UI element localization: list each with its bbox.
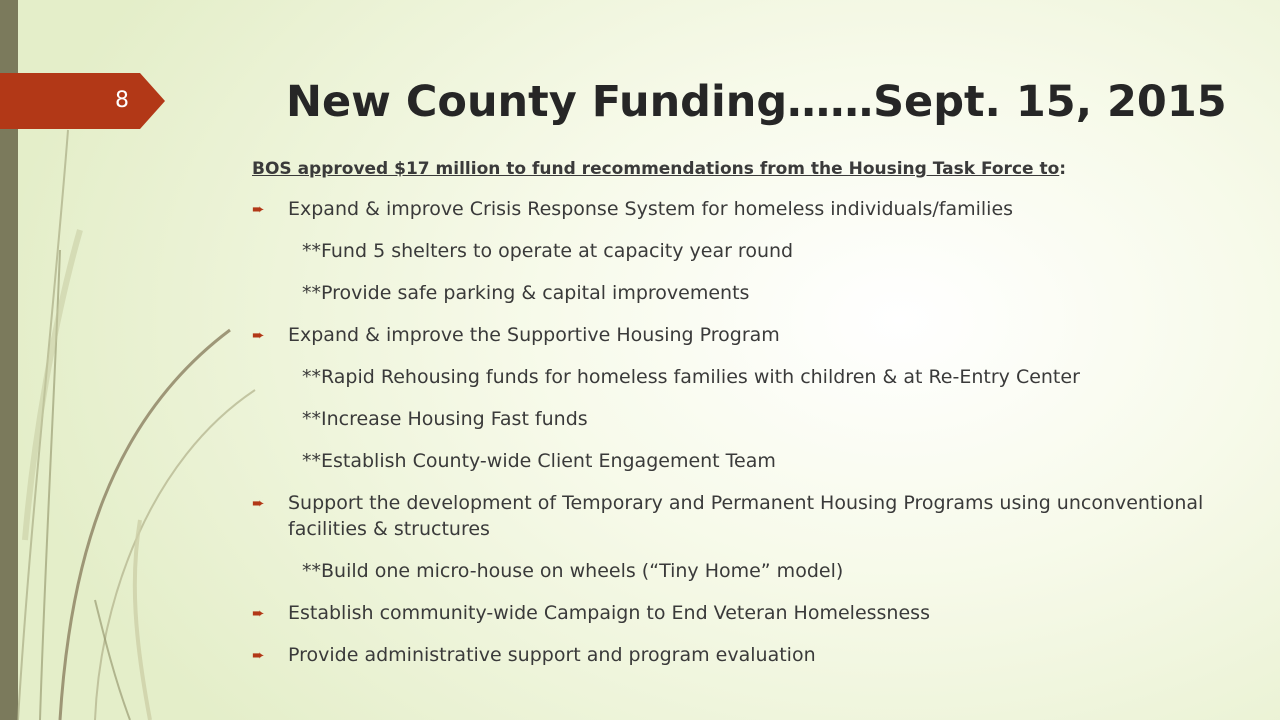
slide-number: 8 bbox=[115, 88, 129, 113]
sub-item: **Increase Housing Fast funds bbox=[302, 408, 588, 430]
bullet-item bbox=[252, 196, 1262, 222]
sub-item: **Provide safe parking & capital improvements bbox=[302, 282, 750, 304]
bullet-text: Expand & improve the Supportive Housing Program bbox=[288, 324, 780, 346]
arrow-bullet-icon: ➨ bbox=[252, 646, 265, 664]
intro-underlined-text: BOS approved $17 million to fund recommendations from the Housing Task Force to bbox=[252, 159, 1060, 179]
bullet-text: Expand & improve Crisis Response System for homeless individuals/families bbox=[288, 198, 1014, 220]
bullet-item bbox=[252, 490, 1262, 542]
sub-item: **Fund 5 shelters to operate at capacity year round bbox=[302, 240, 794, 262]
arrow-bullet-icon: ➨ bbox=[252, 326, 265, 344]
funding-list bbox=[252, 196, 1262, 668]
bullet-item bbox=[252, 642, 1262, 668]
bullet-text: Support the development of Temporary and Permanent Housing Programs using unconventional facilities & structures bbox=[288, 492, 1204, 540]
arrow-bullet-icon: ➨ bbox=[252, 494, 265, 512]
slide-number-tab bbox=[0, 73, 165, 129]
slide-content bbox=[252, 156, 1262, 684]
arrow-bullet-icon: ➨ bbox=[252, 200, 265, 218]
sub-item: **Rapid Rehousing funds for homeless families with children & at Re-Entry Center bbox=[302, 366, 1080, 388]
slide-title: New County Funding……Sept. 15, 2015 bbox=[286, 77, 1227, 127]
bullet-text: Provide administrative support and program evaluation bbox=[288, 644, 816, 666]
sub-item: **Build one micro-house on wheels (“Tiny Home” model) bbox=[302, 560, 844, 582]
intro-suffix: : bbox=[1059, 159, 1067, 179]
bullet-text: Establish community-wide Campaign to End Veteran Homelessness bbox=[288, 602, 930, 624]
arrow-bullet-icon: ➨ bbox=[252, 604, 265, 622]
intro-line bbox=[252, 156, 1262, 182]
sub-item: **Establish County-wide Client Engagement Team bbox=[302, 450, 776, 472]
bullet-item bbox=[252, 600, 1262, 626]
bullet-item bbox=[252, 322, 1262, 348]
